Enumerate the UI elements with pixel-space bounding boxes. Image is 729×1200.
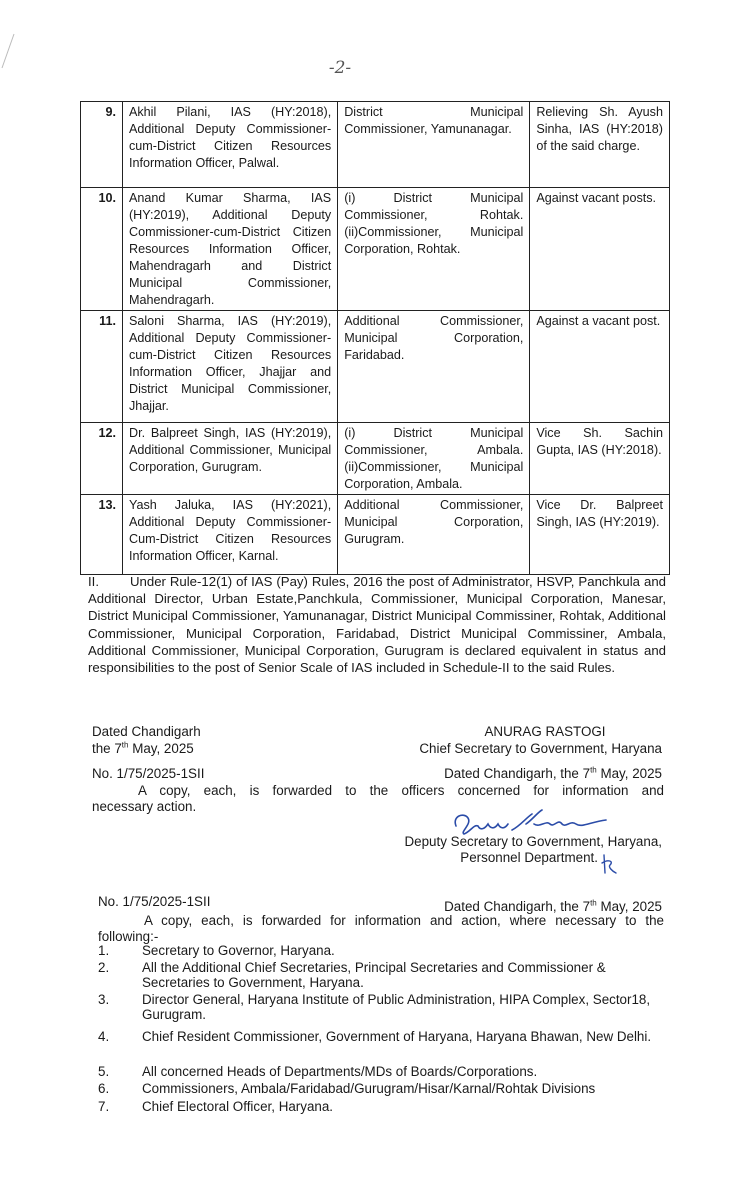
copy1-signatory-department: Personnel Department. (460, 850, 598, 865)
officer-cell: Saloni Sharma, IAS (HY:2019), Additional Deputy Commissioner-cum-District Citizen Resources Information Officer, Jhajjar and District Municipal Commissioner, Jhajjar. (122, 311, 337, 423)
officer-cell: Akhil Pilani, IAS (HY:2018), Additional Deputy Commissioner-cum-District Citizen Resources Information Officer, Palwal. (122, 102, 337, 188)
row-number: 13. (81, 495, 123, 575)
copy2-ref-no: No. 1/75/2025-1SII (98, 894, 211, 909)
table-row (81, 188, 670, 311)
dated-date: the 7th May, 2025 (92, 740, 194, 756)
posting-cell: District Municipal Commissioner, Yamunanagar. (338, 102, 530, 188)
copy1-text-line1: A copy, each, is forwarded to the officers concerned for information and (138, 783, 664, 798)
table-row (81, 495, 670, 575)
posting-cell: Additional Commissioner, Municipal Corporation, Gurugram. (338, 495, 530, 575)
row-number: 10. (81, 188, 123, 311)
scan-margin-mark (0, 30, 20, 70)
page-number: -2- (328, 58, 352, 78)
paragraph-text: Under Rule-12(1) of IAS (Pay) Rules, 2016 the post of Administrator, HSVP, Panchkula and Additional Director, Urban Estate,Panchkula, Commissioner, Municipal Corporation, Manesar, District Municipal Commissioner, Yamunanagar, District Municipal Commissiner, Rohtak, Additional Commissioner, Municipal Corporation, Faridabad, District Municipal Commissiner, Ambala, Additional Commissioner, Municipal Corporation, Gurugram is declared equivalent in status and responsibilities to the post of Senior Scale of IAS included in Schedule-II to the said Rules. (88, 574, 666, 676)
copy2-text-line2: following:- (98, 929, 159, 944)
officer-cell: Dr. Balpreet Singh, IAS (HY:2019), Additional Commissioner, Municipal Corporation, Gurugram. (122, 423, 337, 495)
signatory-designation: Chief Secretary to Government, Haryana (419, 741, 662, 756)
remarks-cell: Against vacant posts. (530, 188, 670, 311)
remarks-cell: Relieving Sh. Ayush Sinha, IAS (HY:2018) of the said charge. (530, 102, 670, 188)
initial-mark (598, 853, 618, 875)
officer-cell: Anand Kumar Sharma, IAS (HY:2019), Additional Deputy Commissioner-cum-District Citizen Resources Information Officer, Mahendragarh and District Municipal Commissioner, Mahendragarh. (122, 188, 337, 311)
remarks-cell: Against a vacant post. (530, 311, 670, 423)
row-number: 11. (81, 311, 123, 423)
copy1-date: Dated Chandigarh, the 7th May, 2025 (444, 765, 662, 781)
posting-orders-table (80, 101, 670, 575)
paragraph-number: II. (88, 574, 99, 589)
row-number: 9. (81, 102, 123, 188)
posting-cell: (i) District Municipal Commissioner, Ambala. (ii)Commissioner, Municipal Corporation, Ambala. (338, 423, 530, 495)
copy1-ref-no: No. 1/75/2025-1SII (92, 766, 205, 781)
table-row (81, 423, 670, 495)
officer-cell: Yash Jaluka, IAS (HY:2021), Additional Deputy Commissioner-Cum-District Citizen Resources Information Officer, Karnal. (122, 495, 337, 575)
signatory-name: ANURAG RASTOGI (484, 724, 606, 739)
posting-cell: (i) District Municipal Commissioner, Rohtak. (ii)Commissioner, Municipal Corporation, Rohtak. (338, 188, 530, 311)
table-row (81, 102, 670, 188)
equivalence-paragraph (88, 573, 666, 676)
dated-place: Dated Chandigarh (92, 724, 201, 739)
copy2-text-line1: A copy, each, is forwarded for information and action, where necessary to the (144, 913, 664, 928)
copy2-date: Dated Chandigarh, the 7th May, 2025 (444, 898, 662, 914)
copy1-signatory-designation: Deputy Secretary to Government, Haryana, (404, 834, 662, 849)
table-row (81, 311, 670, 423)
row-number: 12. (81, 423, 123, 495)
remarks-cell: Vice Dr. Balpreet Singh, IAS (HY:2019). (530, 495, 670, 575)
remarks-cell: Vice Sh. Sachin Gupta, IAS (HY:2018). (530, 423, 670, 495)
copy1-text-line2: necessary action. (92, 799, 197, 814)
posting-cell: Additional Commissioner, Municipal Corporation, Faridabad. (338, 311, 530, 423)
